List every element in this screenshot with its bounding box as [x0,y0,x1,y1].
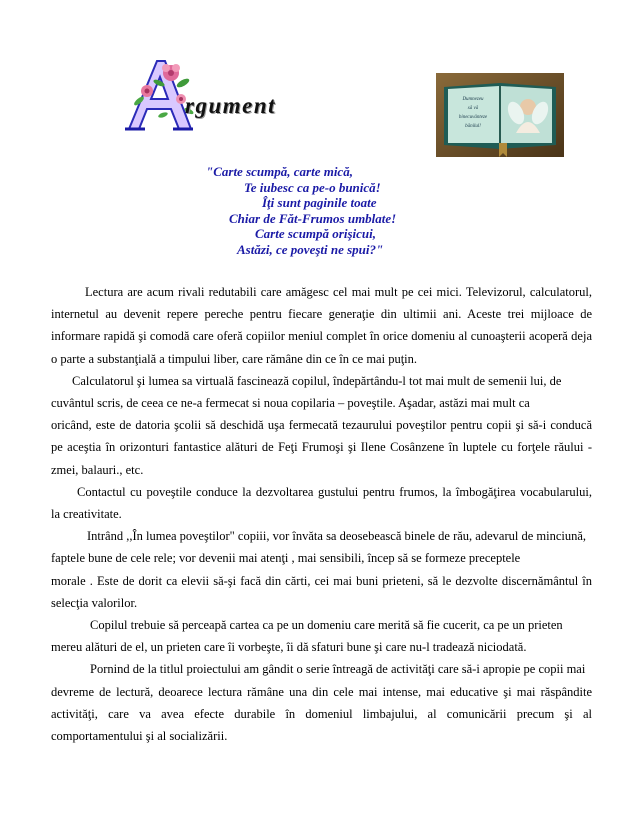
text-line: cuvântul scris, de ceea ce ne-a fermecat si noua copilaria – poveştile. Aşadar, astăzi mai mult ca [51,396,530,411]
text-line: Calculatorul şi lumea sa virtuală fascinează copilul, îndepărtându-l tot mai mult de semenii lui, de [72,373,562,388]
text-line: Pornind de la titlul proiectului am gândit o serie întreagă de activităţi care să-i apropie pe copii mai [90,662,586,677]
book-text-line: binecuvânteze [458,115,488,120]
poem-line: "Carte scumpă, carte mică, [206,164,353,179]
book-text-line: Dumnezeu [462,97,484,102]
text-line: internetul au devenit repere pereche pentru fiecare generaţie din ultimii ani. Aceste trei mijloace de [51,307,592,322]
text-line: la creativitate. [51,507,122,522]
poem [170,164,500,258]
text-line: Copilul trebuie să perceapă cartea ca pe un domeniu care merită să fie cucerit, ca pe un prieten [90,618,563,633]
book-text-line: bănilul! [465,124,481,129]
open-book-image [436,73,564,157]
book-text-line: să vă [467,106,479,111]
text-line: Contactul cu poveştile conduce la dezvoltarea gustului pentru frumos, la îmbogăţirea vocabularului, [77,484,592,499]
text-line: o parte a substanţială a timpului liber, care rămâne din ce în ce mai puţin. [51,351,418,366]
text-line: zmei, balauri., etc. [51,462,144,477]
poem-line: Îţi sunt paginile toate [262,195,377,211]
text-line: mereu alături de el, un prieten care îi vorbeşte, îi dă sfaturi bune şi care nu-l tradează niciodată. [51,640,527,655]
text-line: devreme de lectură, deoarece lectura rămâne una din cele mai intense, mai educative şi mai răspândite [51,684,592,699]
poem-line: Carte scumpă orişicui, [255,226,376,242]
poem-line: Astăzi, ce poveşti ne spui?" [237,241,384,257]
poem-line: Te iubesc ca pe-o bunică! [244,179,381,195]
text-line: Lectura are acum rivali redutabili care amăgesc cel mai mult pe cei mici. Televizorul, calculatorul, [85,285,592,299]
text-line: comportamentului şi al socializării. [51,729,228,744]
poem-line: Chiar de Făt-Frumos umblate! [229,210,397,226]
text-line: pe aceştia în orizonturi fantastice alături de Feţi Frumoşi şi Ilene Cosânzene în luptele cu forţele răului - [51,440,592,455]
text-line: morale . Este de dorit ca elevii să-şi facă din cărti, cei mai buni prieteni, să le dezvolte discernământul în [51,573,592,588]
text-line: informare rapidă şi comodă care oferă copiilor meniul complet în orice domeniu al cunoaşterii acoperă deja [51,329,592,344]
text-line: selecţia valorilor. [51,595,138,610]
text-line: oricând, este de datoria şcolii să deschidă uşa fermecată tezaurului poveştilor pentru copii şi să-i conducă [51,418,592,433]
text-line: faptele bune de cele rele; vor devenii mai atenţi , mai sensibili, încep să se formeze preceptele [51,551,521,566]
text-line: activităţi, care va avea efecte durabile în domeniul limbajului, al comunicării precum şi al [51,706,592,721]
heading-title: rgument [185,93,277,118]
text-line: Intrând ,,În lumea poveştilor" copiii, vor învăta sa deosebească binele de rău, adevarul de minciună, [87,529,587,544]
body-text [51,281,592,747]
